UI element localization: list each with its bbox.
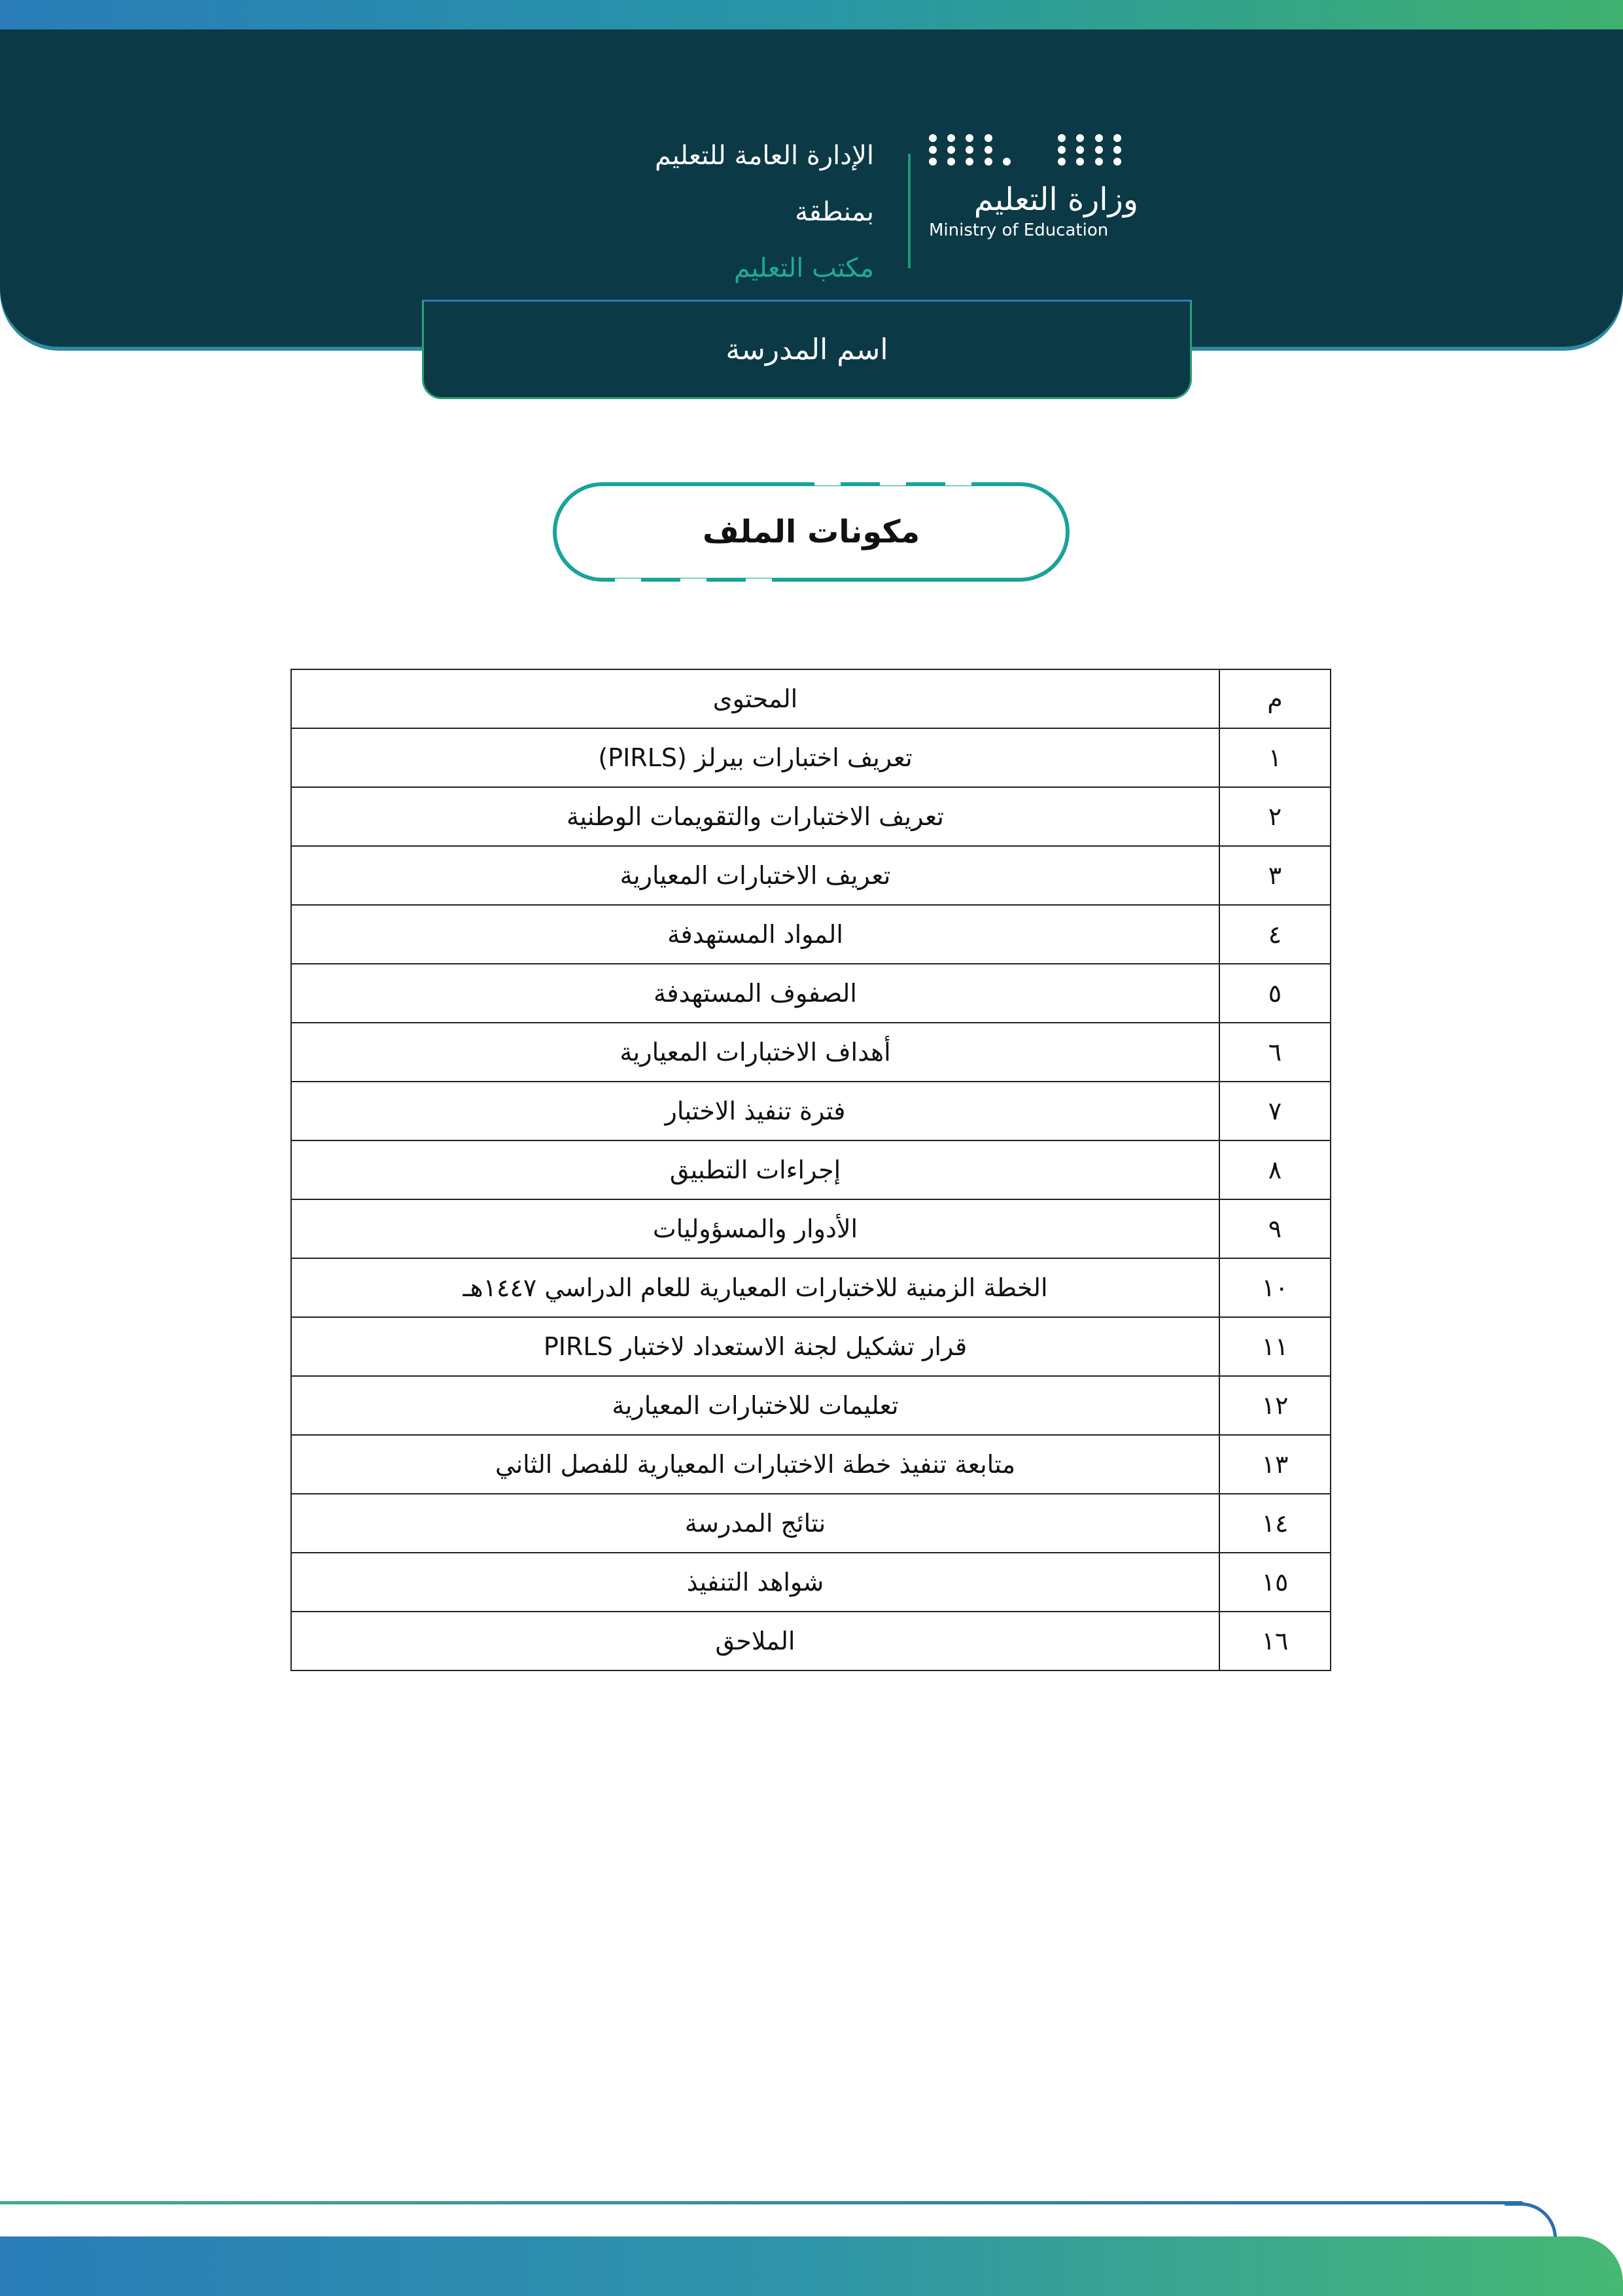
row-number: ٧	[1219, 1082, 1331, 1140]
table-row	[291, 1317, 1331, 1376]
logo-dot	[1003, 158, 1011, 166]
dash-gap	[880, 480, 906, 486]
table-row	[291, 1082, 1331, 1140]
school-name: اسم المدرسة	[725, 332, 888, 366]
row-content: أهداف الاختبارات المعيارية	[291, 1023, 1219, 1082]
header-num: م	[1219, 669, 1331, 728]
table-row	[291, 846, 1331, 905]
logo-dot	[947, 146, 955, 154]
page-title-pill	[553, 482, 1070, 582]
row-content: تعريف الاختبارات والتقويمات الوطنية	[291, 787, 1219, 846]
top-gradient-bar	[0, 0, 1623, 29]
logo-dot	[966, 146, 973, 154]
table-row	[291, 1199, 1331, 1258]
row-number: ٢	[1219, 787, 1331, 846]
logo-dot	[985, 134, 992, 142]
header-divider	[908, 154, 911, 268]
directorate-name: الإدارة العامة للتعليم	[655, 141, 874, 171]
logo-dot	[966, 134, 973, 142]
logo-dot	[1095, 146, 1103, 154]
row-number: ١١	[1219, 1317, 1331, 1376]
logo-dot	[1058, 146, 1066, 154]
dash-gap	[680, 578, 707, 584]
row-number: ٦	[1219, 1023, 1331, 1082]
row-content: تعريف اختبارات بيرلز (PIRLS)	[291, 728, 1219, 787]
row-number: ٣	[1219, 846, 1331, 905]
logo-dot	[929, 146, 937, 154]
table-row	[291, 1258, 1331, 1317]
table-row	[291, 964, 1331, 1023]
logo-dot	[947, 158, 955, 166]
logo-dot	[1113, 146, 1121, 154]
office-name: مكتب التعليم	[733, 253, 874, 283]
logo-dot	[1113, 134, 1121, 142]
table-row	[291, 905, 1331, 964]
table-row	[291, 1023, 1331, 1082]
ministry-logo	[929, 134, 1138, 240]
dash-gap	[814, 480, 841, 486]
row-number: ٥	[1219, 964, 1331, 1023]
row-number: ١٣	[1219, 1435, 1331, 1494]
dash-gap	[746, 578, 772, 584]
table-row	[291, 1612, 1331, 1670]
row-content: الخطة الزمنية للاختبارات المعيارية للعام الدراسي ١٤٤٧هـ	[291, 1258, 1219, 1317]
logo-dot	[1076, 146, 1084, 154]
table-row	[291, 1435, 1331, 1494]
footer-line-curve	[1505, 2202, 1557, 2238]
header-content: المحتوى	[291, 669, 1219, 728]
table-header-row	[291, 669, 1331, 728]
logo-english-text: Ministry of Education	[929, 221, 1109, 240]
row-number: ١	[1219, 728, 1331, 787]
logo-dot	[929, 134, 937, 142]
row-content: نتائج المدرسة	[291, 1494, 1219, 1553]
table-row	[291, 787, 1331, 846]
logo-dot	[1113, 158, 1121, 166]
table-row	[291, 1553, 1331, 1612]
logo-dot	[1076, 158, 1084, 166]
logo-dots-icon	[929, 134, 1125, 166]
logo-dot	[1095, 134, 1103, 142]
row-number: ٩	[1219, 1199, 1331, 1258]
logo-dot	[1095, 158, 1103, 166]
logo-arabic-text: وزارة التعليم	[973, 181, 1138, 218]
row-number: ١٤	[1219, 1494, 1331, 1553]
logo-dot	[985, 146, 992, 154]
row-content: متابعة تنفيذ خطة الاختبارات المعيارية للفصل الثاني	[291, 1435, 1219, 1494]
contents-table	[290, 669, 1331, 1671]
table-row	[291, 1140, 1331, 1199]
row-content: تعريف الاختبارات المعيارية	[291, 846, 1219, 905]
row-content: إجراءات التطبيق	[291, 1140, 1219, 1199]
dash-gap	[615, 578, 641, 584]
row-number: ١٥	[1219, 1553, 1331, 1612]
row-content: قرار تشكيل لجنة الاستعداد لاختبار PIRLS	[291, 1317, 1219, 1376]
page-title: مكونات الملف	[702, 514, 920, 550]
row-number: ٤	[1219, 905, 1331, 964]
row-content: شواهد التنفيذ	[291, 1553, 1219, 1612]
row-content: الصفوف المستهدفة	[291, 964, 1219, 1023]
logo-dot	[985, 158, 992, 166]
school-name-box	[422, 300, 1192, 399]
logo-dot	[1076, 134, 1084, 142]
dash-gap	[945, 480, 971, 486]
logo-dot	[1058, 134, 1066, 142]
logo-dot	[929, 158, 937, 166]
table-row	[291, 1494, 1331, 1553]
row-number: ١٢	[1219, 1376, 1331, 1435]
table-row	[291, 1376, 1331, 1435]
logo-dot	[947, 134, 955, 142]
row-content: المواد المستهدفة	[291, 905, 1219, 964]
row-number: ٨	[1219, 1140, 1331, 1199]
row-number: ١٦	[1219, 1612, 1331, 1670]
footer-line	[0, 2201, 1524, 2204]
logo-dot	[966, 158, 973, 166]
row-content: فترة تنفيذ الاختبار	[291, 1082, 1219, 1140]
footer-gradient-bar	[0, 2236, 1623, 2296]
logo-dot	[1058, 158, 1066, 166]
region-name: بمنطقة	[795, 197, 874, 227]
directorate-info	[655, 128, 874, 296]
row-content: تعليمات للاختبارات المعيارية	[291, 1376, 1219, 1435]
row-content: الأدوار والمسؤوليات	[291, 1199, 1219, 1258]
table-row	[291, 728, 1331, 787]
row-content: الملاحق	[291, 1612, 1219, 1670]
row-number: ١٠	[1219, 1258, 1331, 1317]
